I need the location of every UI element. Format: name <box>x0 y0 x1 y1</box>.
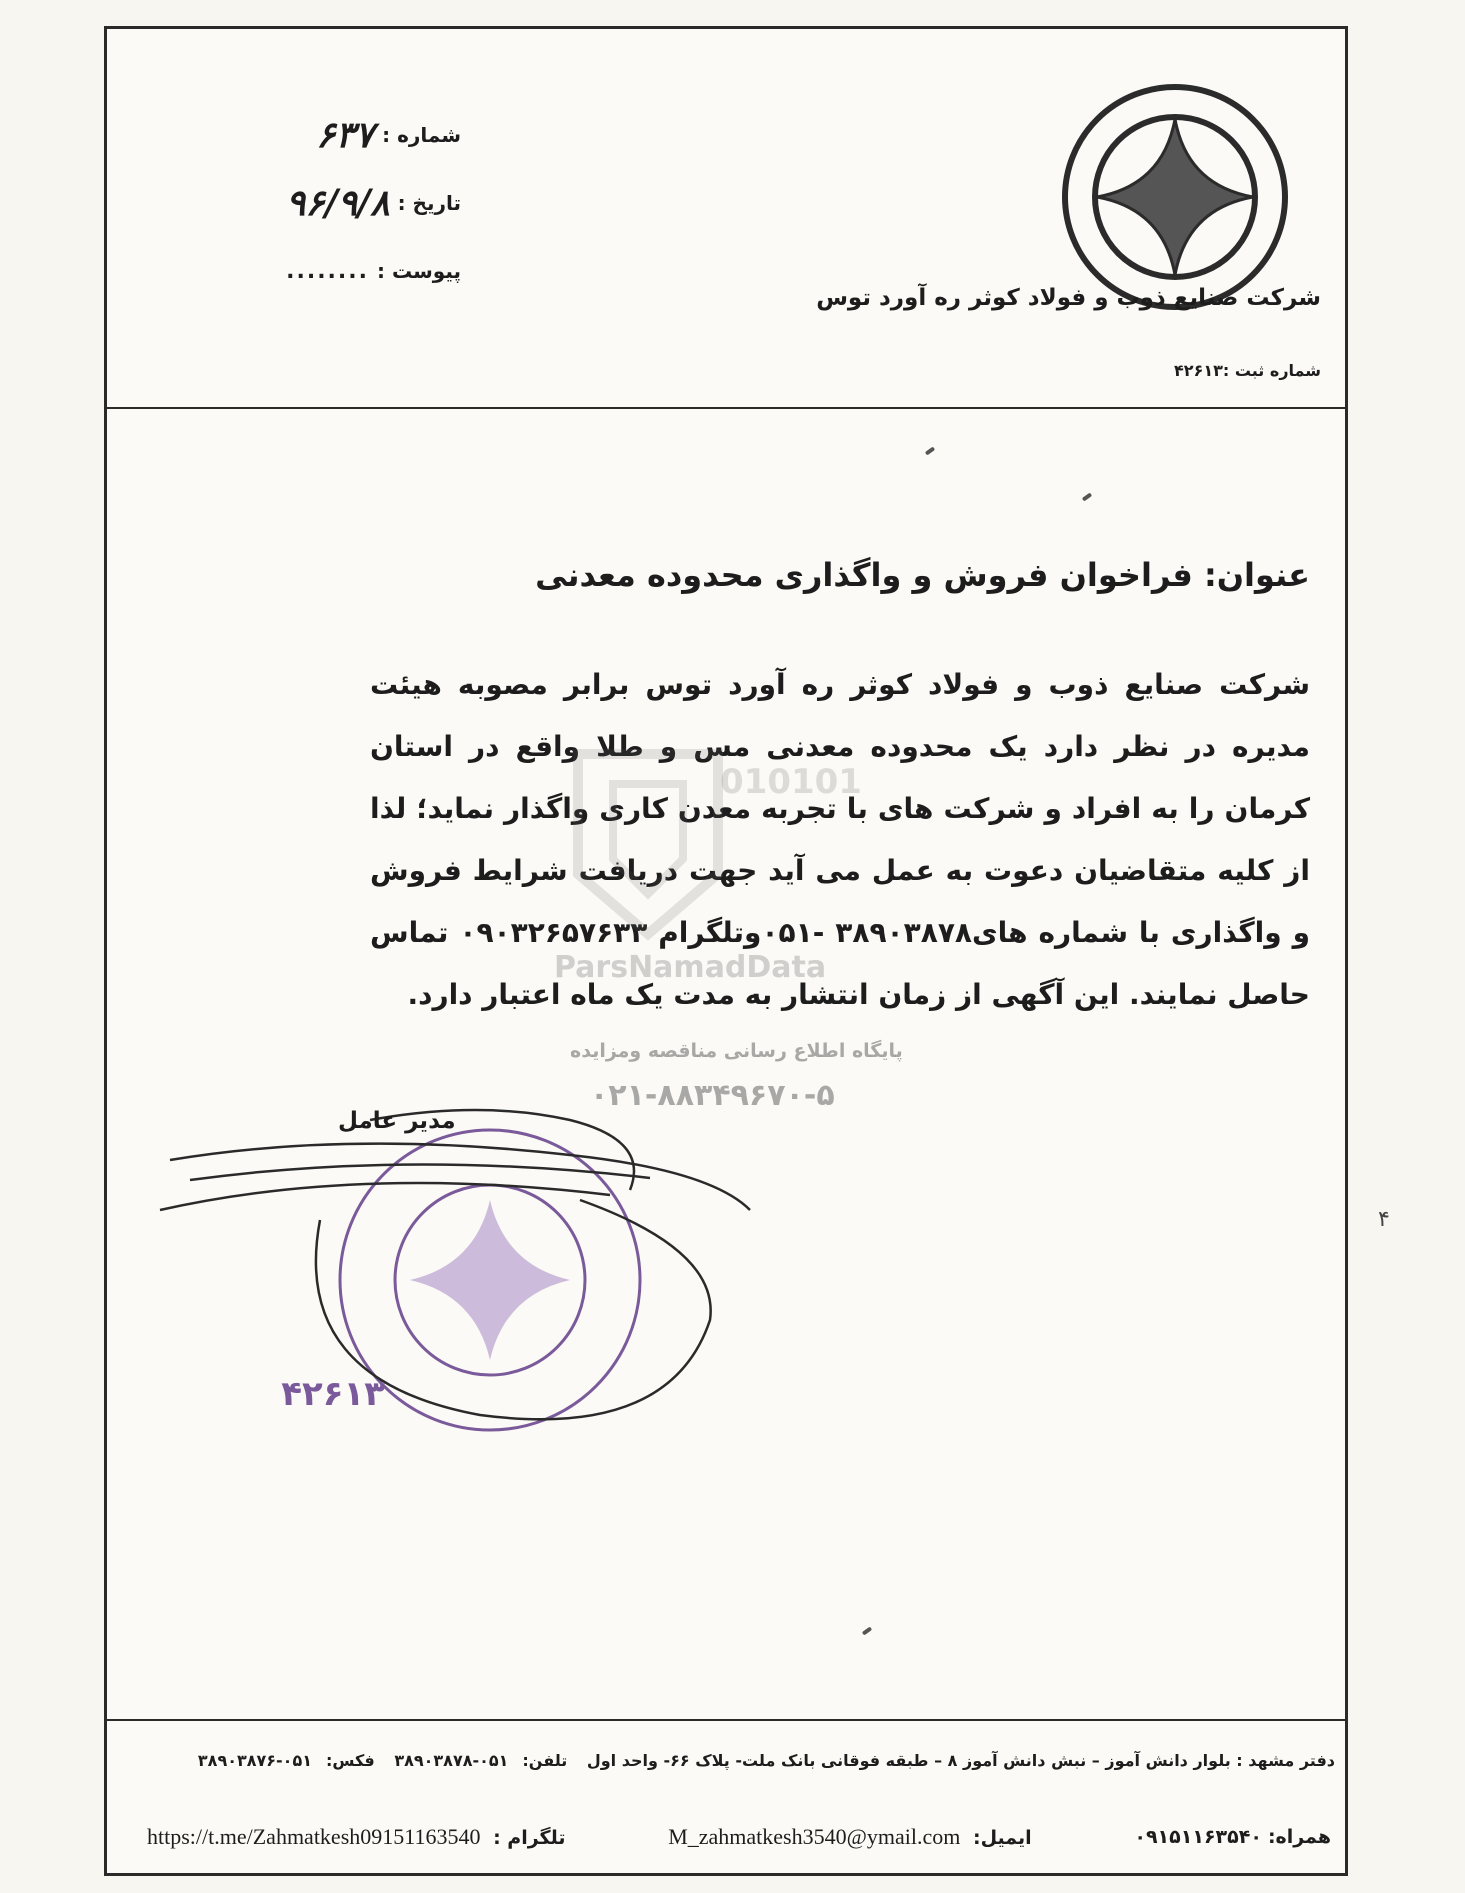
phone-label: تلفن: <box>522 1751 568 1770</box>
email-label: ایمیل: <box>972 1827 1032 1849</box>
attachment-value: ........ <box>286 258 369 284</box>
phone-value: ۰۵۱-۳۸۹۰۳۸۷۸ <box>394 1751 509 1770</box>
office-address: دفتر مشهد : بلوار دانش آموز – نبش دانش آموز ۸ – طبقه فوقانی بانک ملت- پلاک ۶۶- واحد اول <box>586 1751 1335 1770</box>
date-label: تاریخ : <box>397 191 461 215</box>
signer-title: مدیر عامل <box>338 1108 456 1134</box>
mobile-value: ۰۹۱۵۱۱۶۳۵۴۰ <box>1134 1826 1262 1848</box>
letter-body: شرکت صنایع ذوب و فولاد کوثر ره آورد توس برابر مصوبه هیئت مدیره در نظر دارد یک محدوده معدنی مس و طلا واقع در استان کرمان را به افراد و شرکت های با تجربه معدن کاری واگذار نماید؛ لذا از کلیه متقاضیان دعوت به عمل می آید جهت دریافت شرایط فروش و واگذاری با شماره های۳۸۹۰۳۸۷۸ -۰۵۱وتلگرام ۰۹۰۳۲۶۵۷۶۳۳ تماس حاصل نمایند. این آگهی از زمان انتشار به مدت یک ماه اعتبار دارد. <box>370 668 1310 1011</box>
email-contact <box>668 1824 1031 1850</box>
scan-speck <box>925 446 935 455</box>
telegram-link[interactable]: https://t.me/Zahmatkesh09151163540 <box>147 1824 481 1849</box>
company-stamp-and-signature <box>150 1060 800 1480</box>
fax-value: ۰۵۱-۳۸۹۰۳۸۷۶ <box>197 1751 312 1770</box>
letter-title: عنوان: فراخوان فروش و واگذاری محدوده معدنی <box>535 556 1310 594</box>
meta-date-row <box>181 169 461 237</box>
company-logo-icon <box>1057 79 1293 315</box>
stamp-number: ۴۲۶۱۳ <box>281 1374 385 1414</box>
telegram-label: تلگرام : <box>493 1827 566 1849</box>
fax-label: فکس: <box>325 1751 375 1770</box>
date-value: ۹۶/۹/۸ <box>285 182 390 224</box>
watermark-phone: ۰۲۱-۸۸۳۴۹۶۷۰-۵ <box>590 1078 835 1113</box>
watermark-brand: ParsNamadData <box>554 950 827 985</box>
header-divider <box>107 407 1345 409</box>
telegram-contact <box>147 1824 565 1850</box>
company-name: شرکت صنایع ذوب و فولاد کوثر ره آورد توس <box>816 285 1321 311</box>
footer-divider <box>107 1719 1345 1721</box>
scan-speck <box>862 1626 872 1635</box>
mobile-contact <box>1134 1826 1331 1848</box>
letter-meta <box>181 101 461 305</box>
footer-contacts-line <box>147 1824 1331 1850</box>
scan-speck <box>1082 492 1092 501</box>
number-value: ۶۳۷ <box>316 114 375 156</box>
margin-mark: ۴ <box>1378 1207 1390 1232</box>
watermark-tagline: پایگاه اطلاع رسانی مناقصه ومزایده <box>570 1040 903 1062</box>
watermark-digits: 010101 <box>720 762 862 802</box>
meta-attachment-row <box>181 237 461 305</box>
registration-number: شماره ثبت :۴۲۶۱۳ <box>1174 361 1321 380</box>
footer-address-line <box>184 1751 1335 1770</box>
attachment-label: پیوست : <box>376 259 461 283</box>
email-link[interactable]: M_zahmatkesh3540@ymail.com <box>668 1824 961 1849</box>
meta-number-row <box>181 101 461 169</box>
number-label: شماره : <box>382 123 461 147</box>
mobile-label: همراه: <box>1267 1826 1331 1848</box>
